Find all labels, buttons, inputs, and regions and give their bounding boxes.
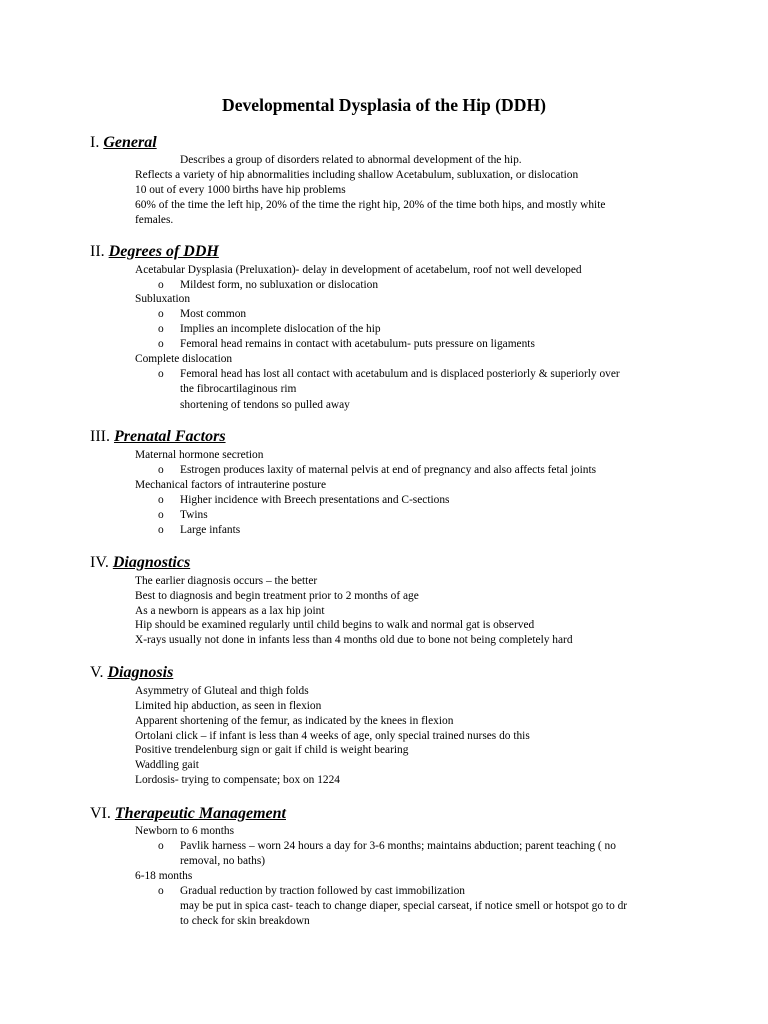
bullet-marker: o [158,338,164,350]
bullet-text: Estrogen produces laxity of maternal pelvis at end of pregnancy and also affects fetal joints [180,464,597,476]
bullet-text: Higher incidence with Breech presentations and C-sections [180,494,450,506]
section-heading-general [90,133,157,153]
section-numeral: III. [90,428,110,445]
bullet-text: removal, no baths) [180,855,266,867]
bullet-text: shortening of tendons so pulled away [180,399,350,411]
text-line: Mechanical factors of intrauterine posture [135,479,327,491]
section-heading-diagnosis [90,663,173,683]
text-line: X-rays usually not done in infants less than 4 months old due to bone not being completely hard [135,634,573,646]
text-line: Apparent shortening of the femur, as indicated by the knees in flexion [135,715,454,727]
text-line: Newborn to 6 months [135,825,235,837]
text-line: The earlier diagnosis occurs – the better [135,575,318,587]
bullet-marker: o [158,308,164,320]
section-numeral: II. [90,243,105,260]
text-line: 60% of the time the left hip, 20% of the time the right hip, 20% of the time both hips, and mostly white [135,199,606,211]
section-numeral: IV. [90,554,109,571]
section-heading-diagnostics [90,553,190,573]
text-line: Lordosis- trying to compensate; box on 1224 [135,774,341,786]
bullet-text: Femoral head has lost all contact with acetabulum and is displaced posteriorly & superiorly over [180,368,620,380]
text-line: Acetabular Dysplasia (Preluxation)- delay in development of acetabelum, roof not well developed [135,264,582,276]
document-title: Developmental Dysplasia of the Hip (DDH) [221,95,546,115]
bullet-text: to check for skin breakdown [180,915,310,927]
bullet-text: Pavlik harness – worn 24 hours a day for 3-6 months; maintains abduction; parent teaching ( no [180,840,616,852]
text-line: Subluxation [135,293,191,305]
section-heading-degrees-of-ddh [90,242,219,262]
bullet-marker: o [158,840,164,852]
bullet-marker: o [158,494,164,506]
section-title: Prenatal Factors [113,428,226,445]
text-line: As a newborn is appears as a lax hip joint [135,605,325,617]
bullet-text: Implies an incomplete dislocation of the hip [180,323,381,335]
text-line: Waddling gait [135,759,199,771]
bullet-marker: o [158,524,164,536]
section-numeral: I. [90,134,100,151]
bullet-text: the fibrocartilaginous rim [180,383,297,395]
bullet-marker: o [158,279,164,291]
section-title: Degrees of DDH [108,243,219,260]
section-title: General [103,134,157,151]
bullet-marker: o [158,368,164,380]
section-title: Diagnosis [107,664,174,681]
bullet-marker: o [158,464,164,476]
text-line: Best to diagnosis and begin treatment prior to 2 months of age [135,590,419,602]
bullet-marker: o [158,885,164,897]
text-line: Ortolani click – if infant is less than 4 weeks of age, only special trained nurses do this [135,730,530,742]
text-line: Reflects a variety of hip abnormalities including shallow Acetabulum, subluxation, or dislocation [135,169,579,181]
section-title: Therapeutic Management [114,805,286,822]
section-numeral: VI. [90,805,111,822]
text-line: Describes a group of disorders related to abnormal development of the hip. [180,154,522,166]
bullet-marker: o [158,323,164,335]
bullet-marker: o [158,509,164,521]
text-line: Maternal hormone secretion [135,449,264,461]
bullet-text: Femoral head remains in contact with acetabulum- puts pressure on ligaments [180,338,535,350]
bullet-text: Large infants [180,524,241,536]
text-line: Asymmetry of Gluteal and thigh folds [135,685,309,697]
bullet-text: Twins [180,509,208,521]
text-line: 10 out of every 1000 births have hip problems [135,184,346,196]
bullet-text: Gradual reduction by traction followed by cast immobilization [180,885,466,897]
text-line: Complete dislocation [135,353,233,365]
text-line: Hip should be examined regularly until child begins to walk and normal gat is observed [135,619,535,631]
section-numeral: V. [90,664,104,681]
bullet-text: Mildest form, no subluxation or dislocation [180,279,379,291]
section-heading-therapeutic-management [90,804,286,824]
text-line: females. [135,214,174,226]
section-heading-prenatal-factors [90,427,226,447]
bullet-text: Most common [180,308,247,320]
section-title: Diagnostics [112,554,191,571]
bullet-text: may be put in spica cast- teach to change diaper, special carseat, if notice smell or hotspot go to dr [180,900,628,912]
text-line: 6-18 months [135,870,193,882]
text-line: Limited hip abduction, as seen in flexion [135,700,322,712]
text-line: Positive trendelenburg sign or gait if child is weight bearing [135,744,409,756]
